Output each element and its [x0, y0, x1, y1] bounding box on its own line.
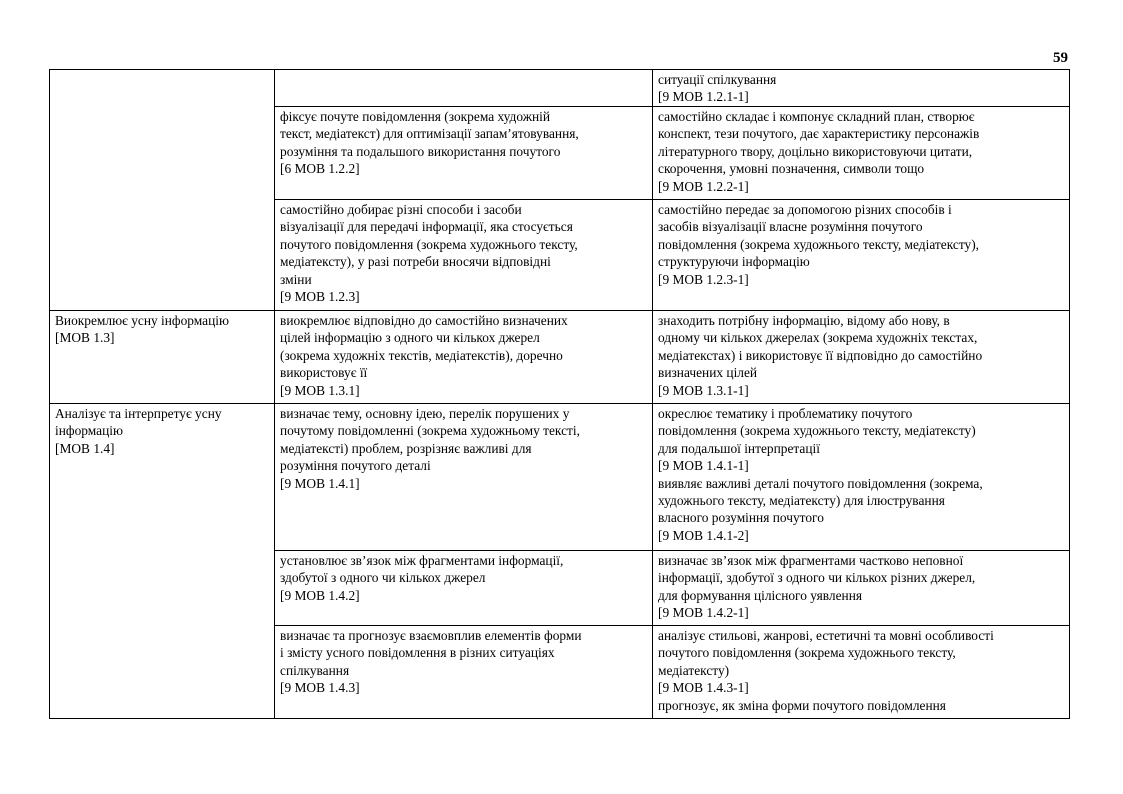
expected-result-cell [653, 626, 1070, 719]
cell-text-line: розуміння почутого деталі [280, 458, 431, 474]
cell-text-line: для подальшої інтерпретації [658, 440, 820, 456]
cell-text-line: спілкування [280, 662, 350, 678]
cell-text-line: Аналізує та інтерпретує усну [55, 406, 222, 421]
cell-text-line: [9 МОВ 1.2.3] [280, 289, 360, 305]
cell-text-line: виявляє важливі деталі почутого повідомлення (зокрема, [658, 475, 983, 491]
cell-text-line: цілей інформацію з одного чи кількох джерел [280, 330, 540, 346]
cell-text-line: використовує її [280, 365, 368, 381]
table-row [50, 404, 1070, 551]
cell-text-line: самостійно складає і компонує складний план, створює [658, 109, 975, 124]
cell-text-line: почутого повідомлення (зокрема художнього тексту, [280, 236, 578, 252]
cell-text-line: фіксує почуте повідомлення (зокрема художній [280, 109, 551, 124]
expected-result-cell [653, 200, 1070, 311]
cell-text-line: художнього тексту, медіатексту) для ілюстрування [658, 493, 945, 509]
specific-outcome-cell [275, 70, 653, 107]
expected-result-cell [653, 551, 1070, 626]
cell-text-line: повідомлення (зокрема художнього тексту, медіатексту), [658, 236, 980, 252]
cell-text-line: почутого повідомлення (зокрема художнього тексту, [658, 645, 956, 661]
cell-text-line: Виокремлює усну інформацію [55, 313, 230, 328]
cell-text-line: медіатексті) проблем, розрізняє важливі для [280, 440, 532, 456]
cell-text-line: власного розуміння почутого [658, 510, 824, 526]
cell-text-line: визначає зв’язок між фрагментами частково неповної [658, 553, 964, 568]
cell-text-line: (зокрема художніх текстів, медіатекстів), доречно [280, 347, 563, 363]
cell-text-line: окреслює тематику і проблематику почутого [658, 406, 913, 421]
cell-text-line: медіатекстах) і використовує її відповідно до самостійно [658, 347, 983, 363]
expected-result-cell [653, 404, 1070, 551]
cell-text-line: одному чи кількох джерелах (зокрема художніх текстах, [658, 330, 978, 346]
specific-outcome-cell [275, 626, 653, 719]
cell-text-line: [9 МОВ 1.4.3-1] [658, 680, 749, 696]
general-outcome-cell [50, 70, 275, 311]
cell-text-line: текст, медіатекст) для оптимізації запам’ятовування, [280, 126, 579, 142]
cell-text-line: ситуації спілкування [658, 72, 777, 87]
cell-text-line: виокремлює відповідно до самостійно визначених [280, 313, 568, 328]
cell-text-line: визначає та прогнозує взаємовплив елементів форми [280, 628, 582, 643]
cell-text-line: [9 МОВ 1.2.2-1] [658, 178, 749, 194]
cell-text-line: для формування цілісного уявлення [658, 587, 863, 603]
expected-result-cell [653, 311, 1070, 404]
page-number: 59 [1053, 50, 1068, 66]
cell-text-line: скорочення, умовні позначення, символи тощо [658, 161, 925, 177]
cell-text-line: [9 МОВ 1.3.1] [280, 382, 360, 398]
cell-text-line: знаходить потрібну інформацію, відому або нову, в [658, 313, 950, 328]
cell-text-line: почутому повідомленні (зокрема художньому тексті, [280, 423, 580, 439]
cell-text-line: інформації, здобутої з одного чи кількох різних джерел, [658, 570, 976, 586]
cell-text-line: [9 МОВ 1.2.1-1] [658, 89, 749, 105]
cell-text-line: [9 МОВ 1.4.2] [280, 587, 360, 603]
expected-result-cell [653, 107, 1070, 200]
cell-text-line: самостійно передає за допомогою різних способів і [658, 202, 952, 217]
standards-table [49, 69, 1070, 719]
cell-text-line: [9 МОВ 1.4.1-2] [658, 527, 749, 543]
specific-outcome-cell [275, 311, 653, 404]
cell-text-line: зміни [280, 271, 312, 287]
cell-text-line: визначає тему, основну ідею, перелік порушених у [280, 406, 570, 421]
cell-text-line: [9 МОВ 1.4.1] [280, 475, 360, 491]
cell-text-line: медіатексту) [658, 662, 730, 678]
cell-text-line: самостійно добирає різні способи і засоби [280, 202, 522, 217]
cell-text-line: [9 МОВ 1.4.2-1] [658, 605, 749, 621]
cell-text-line: інформацію [55, 423, 123, 439]
cell-text-line: повідомлення (зокрема художнього тексту, медіатексту) [658, 423, 976, 439]
cell-text-line: здобутої з одного чи кількох джерел [280, 570, 486, 586]
cell-text-line: і змісту усного повідомлення в різних ситуаціях [280, 645, 555, 661]
cell-text-line: [9 МОВ 1.4.3] [280, 680, 360, 696]
cell-text-line: визначених цілей [658, 365, 758, 381]
cell-text-line: засобів візуалізації власне розуміння почутого [658, 219, 923, 235]
cell-text-line: [МОВ 1.4] [55, 440, 115, 456]
table-row [50, 311, 1070, 404]
cell-text-line: [9 МОВ 1.3.1-1] [658, 382, 749, 398]
cell-text-line: структуруючи інформацію [658, 254, 810, 270]
specific-outcome-cell [275, 200, 653, 311]
specific-outcome-cell [275, 404, 653, 551]
table-row [50, 70, 1070, 107]
cell-text-line: аналізує стильові, жанрові, естетичні та мовні особливості [658, 628, 994, 643]
cell-text-line: медіатексту), у разі потреби вносячи відповідні [280, 254, 551, 270]
cell-text-line: [6 МОВ 1.2.2] [280, 161, 360, 177]
general-outcome-cell [50, 404, 275, 719]
general-outcome-cell [50, 311, 275, 404]
cell-text-line: [9 МОВ 1.4.1-1] [658, 458, 749, 474]
cell-text-line: установлює зв’язок між фрагментами інформації, [280, 553, 564, 568]
cell-text-line: [МОВ 1.3] [55, 330, 115, 346]
expected-result-cell [653, 70, 1070, 107]
cell-text-line: конспект, тези почутого, дає характеристику персонажів [658, 126, 980, 142]
cell-text-line: розуміння та подальшого використання почутого [280, 143, 561, 159]
cell-text-line: [9 МОВ 1.2.3-1] [658, 271, 749, 287]
cell-text-line: літературного твору, доцільно використовуючи цитати, [658, 143, 973, 159]
specific-outcome-cell [275, 107, 653, 200]
specific-outcome-cell [275, 551, 653, 626]
cell-text-line: візуалізації для передачі інформації, яка стосується [280, 219, 573, 235]
cell-text-line: прогнозує, як зміна форми почутого повідомлення [658, 697, 946, 713]
